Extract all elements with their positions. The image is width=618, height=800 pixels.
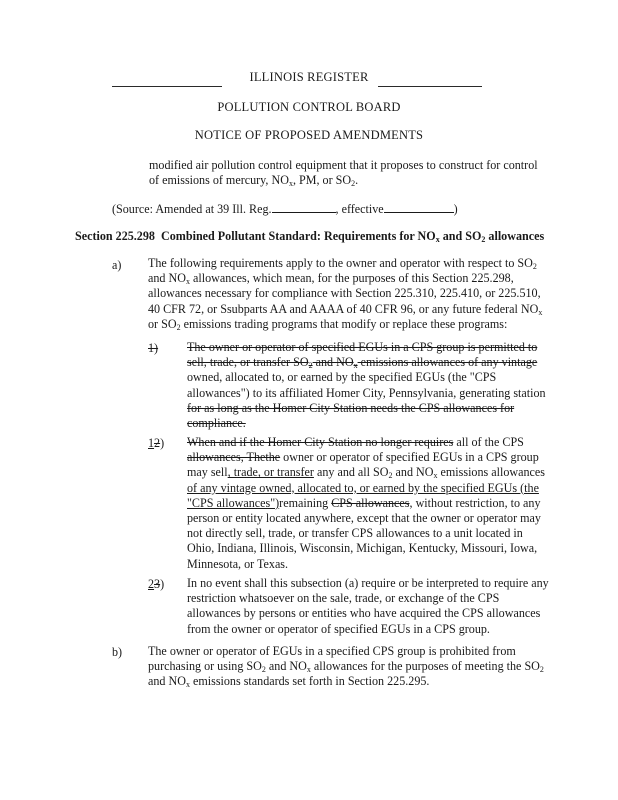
header-rule-right	[378, 86, 482, 87]
continuation-line-2: of emissions of mercury, $NO_x$, PM, or $SO_2$.	[149, 173, 359, 189]
item-2-marker: 12)	[148, 436, 165, 450]
item-3-marker: 23)	[148, 577, 165, 591]
source-note: (Source: Amended at 39 Ill. Reg. , effective )	[112, 202, 458, 216]
reg-page-blank	[272, 202, 336, 213]
para-a-text: The following requirements apply to the owner and operator with respect to $SO_2$ and $NO_x$ allowances, which mean, for the purposes of this Section 225.298, allowances necessary for compliance with Section 225.310, 225.410, or 225.510, 40 CFR 72, or Ssubparts AA and AAAA of 40 CFR 96, or any future federal $NO_x$ or $SO_2$ emissions trading programs that modify or replace these programs:	[148, 256, 543, 332]
effective-date-blank	[384, 202, 454, 213]
section-title: Combined Pollutant Standard: Requirements for $NO_x$ and $SO_2$ allowances	[161, 229, 545, 244]
item-2-text: When and if the Homer City Station no longer requires all of the CPS allowances, Thethe owner or operator of specified EGUs in a CPS group may sell, trade, or transfer any and all $SO_2$ and $NO_x$ emissions allowances of any vintage owned, allocated to, or earned by the specified EGUs (the "CPS allowances")remaining CPS allowances, without restriction, to any person or entity located anywhere, except that the owner or operator may not directly sell, trade, or transfer CPS allowances to a unit located in Ohio, Indiana, Illinois, Wisconsin, Michigan, Kentucky, Missouri, Iowa, Minnesota, or Texas.	[187, 435, 545, 571]
board-name: POLLUTION CONTROL BOARD	[217, 100, 401, 114]
para-b-text: The owner or operator of EGUs in a specified CPS group is prohibited from purchasing or using $SO_2$ and $NO_x$ allowances for the purposes of meeting the $SO_2$ and $NO_x$ emissions standards set forth in Section 225.295.	[148, 644, 544, 690]
para-a-marker: a)	[112, 258, 122, 272]
item-1-marker: 1)	[148, 341, 159, 355]
section-heading	[75, 229, 575, 244]
register-title: ILLINOIS REGISTER	[249, 70, 369, 84]
continuation-line-1: modified air pollution control equipment that it proposes to construct for control	[149, 158, 538, 172]
continuation-text	[149, 158, 589, 188]
item-1-text: The owner or operator of specified EGUs in a CPS group is permitted to sell, trade, or transfer $SO_2$ and $NO_x$ emissions allowances of any vintage owned, allocated to, or earned by the specified EGUs (the "CPS allowances") to its affiliated Homer City, Pennsylvania, generating station for as long as the Homer City Station needs the CPS allowances for compliance.	[187, 340, 546, 431]
header-rule-left	[112, 86, 222, 87]
item-3-text: In no event shall this subsection (a) require or be interpreted to require any restriction whatsoever on the sale, trade, or exchange of the CPS allowances by persons or entities who have acquired the CPS allowances from the owner or operator of specified EGUs in a CPS group.	[187, 576, 549, 636]
para-b-marker: b)	[112, 645, 123, 659]
notice-title: NOTICE OF PROPOSED AMENDMENTS	[194, 128, 424, 142]
section-number: Section 225.298	[75, 229, 155, 243]
